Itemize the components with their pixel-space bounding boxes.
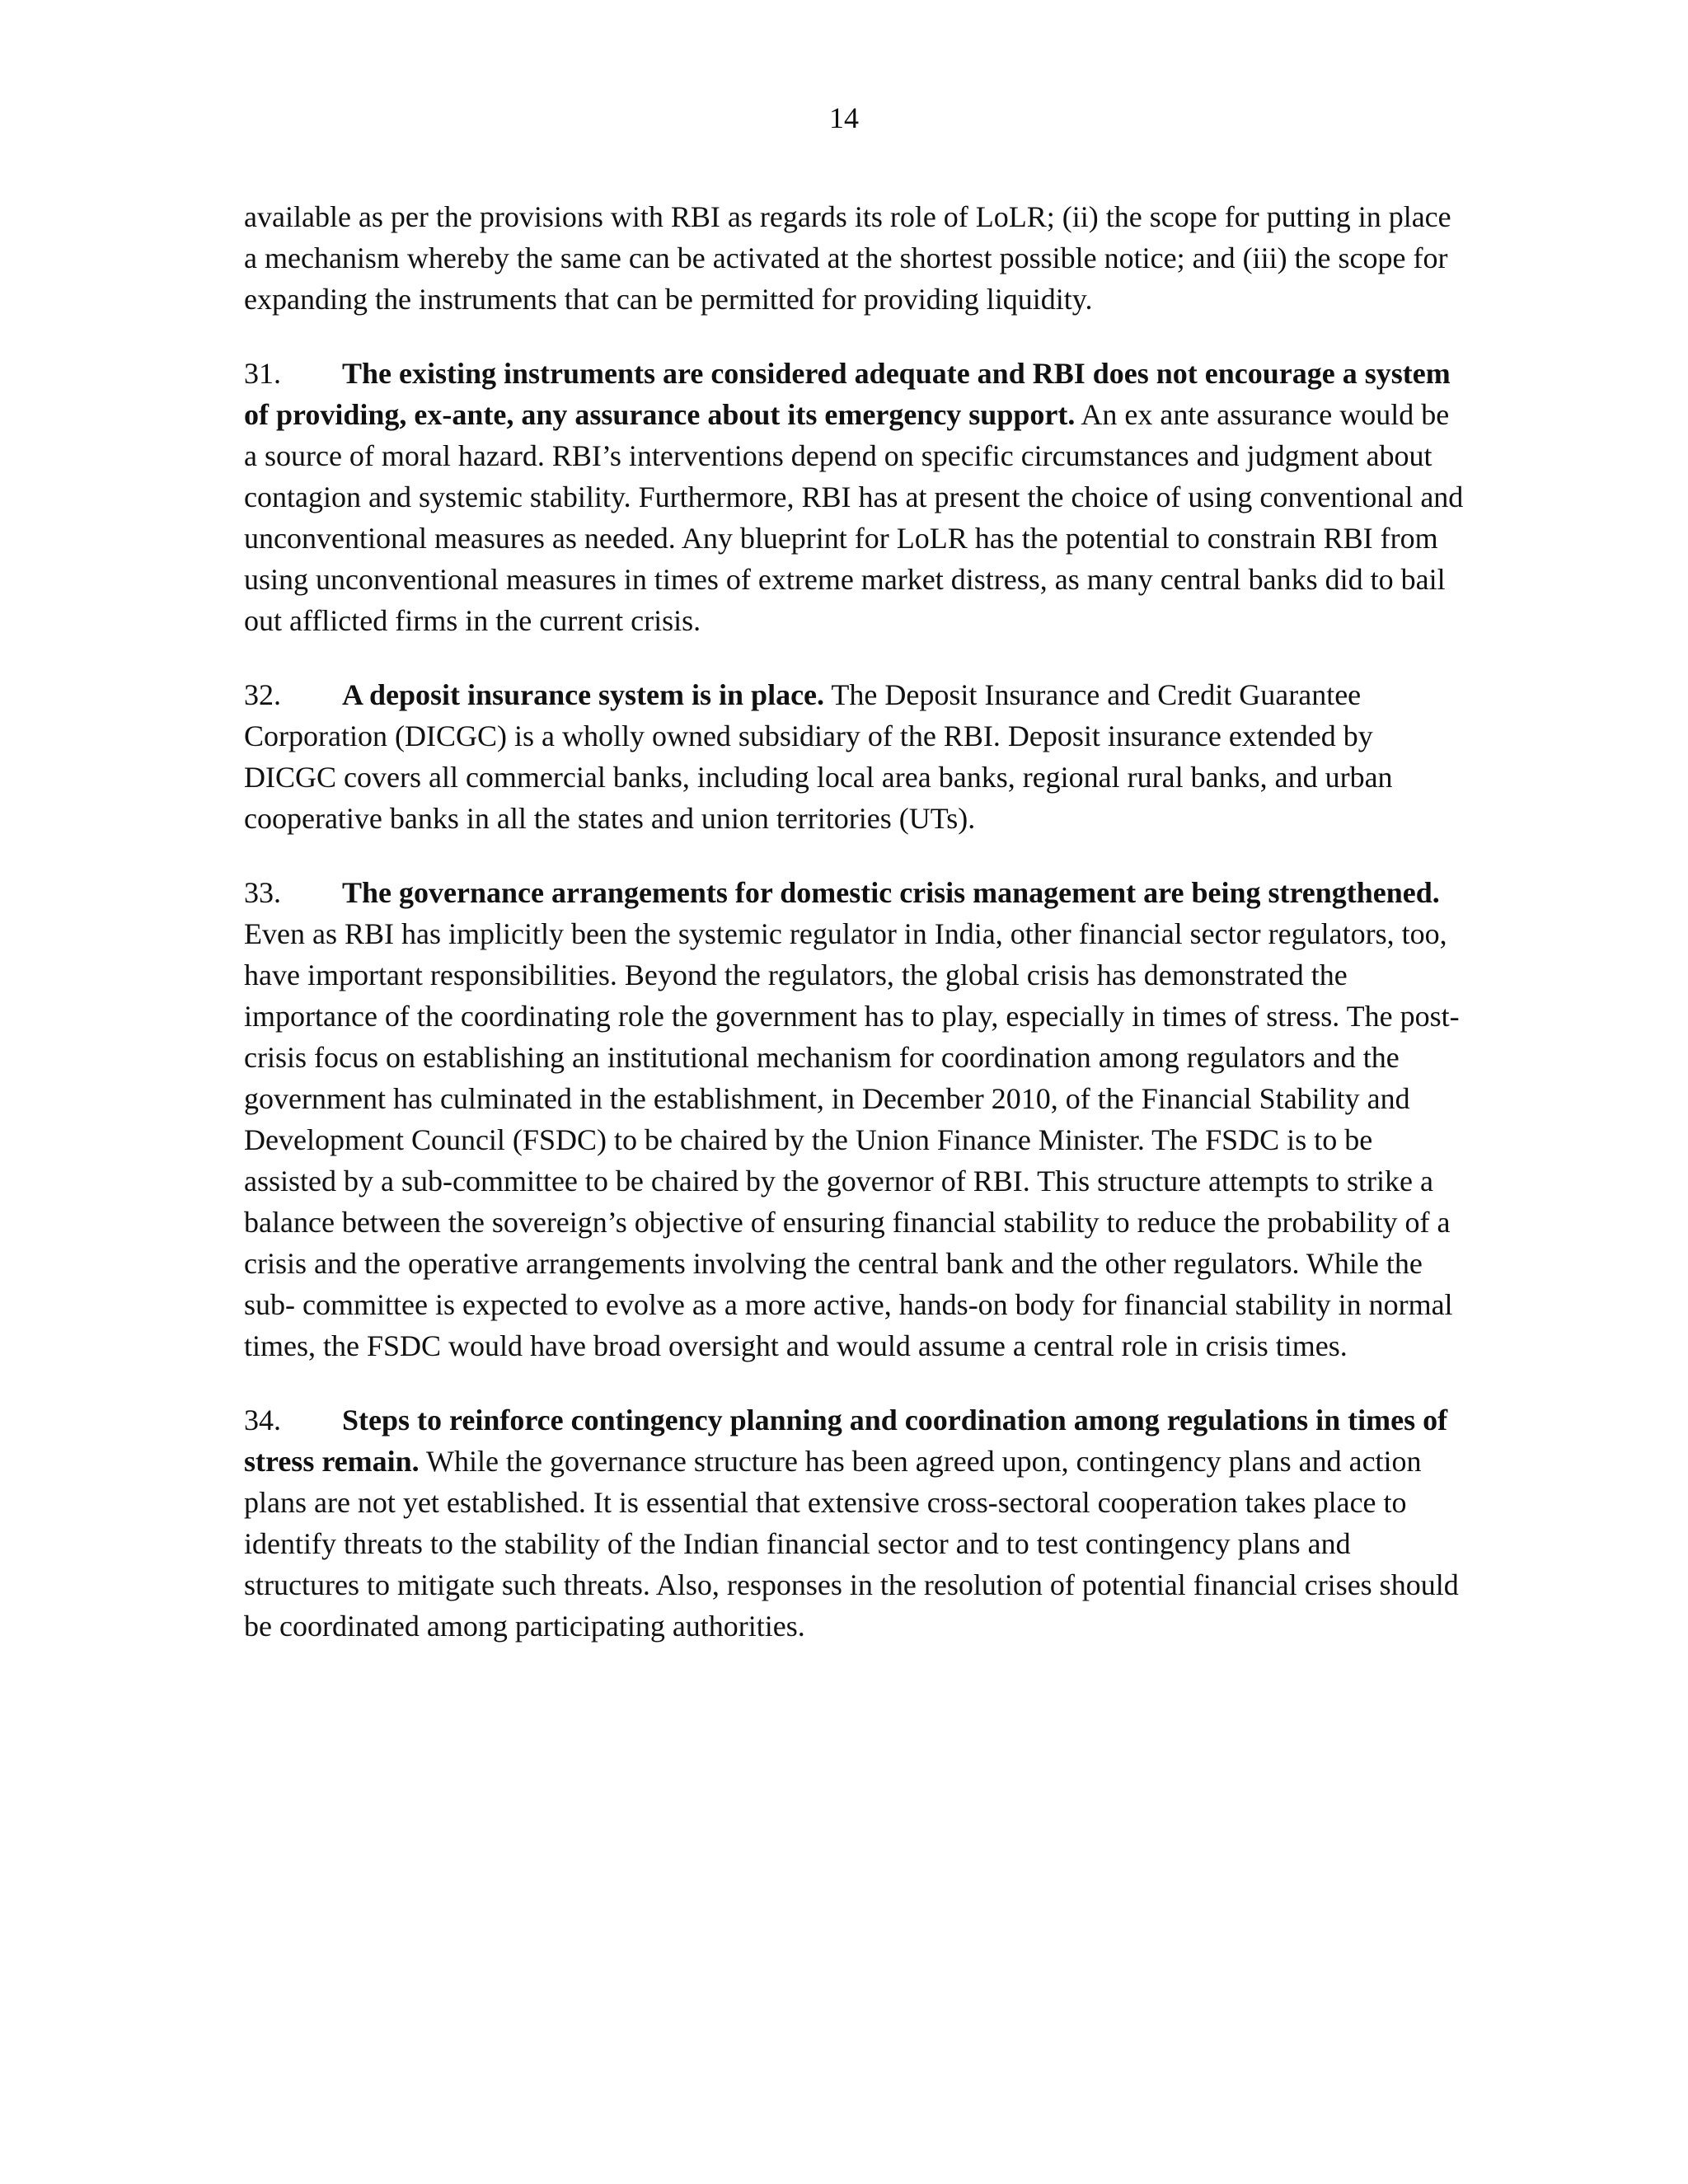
paragraph-lead: The existing instruments are considered adequate and RBI does not encourage a system of providing, ex-ante, any assurance about its emergency support. (244, 357, 1451, 431)
paragraph-number: 32. (244, 678, 281, 711)
paragraph-body: available as per the provisions with RBI as regards its role of LoLR; (ii) the scope for putting in place a mechanism whereby the same can be activated at the shortest possible notice; and (iii) the scope for expanding the instruments that can be permitted for providing liquidity. (244, 200, 1451, 316)
paragraph-32 (244, 674, 1467, 839)
document-body (244, 196, 1467, 1680)
paragraph-lead: Steps to reinforce contingency planning and coordination among regulations in times of stress remain. (244, 1404, 1448, 1478)
paragraph-number: 34. (244, 1404, 281, 1436)
paragraph-lead: A deposit insurance system is in place. (342, 678, 825, 711)
paragraph-33 (244, 872, 1467, 1366)
paragraph-body: While the governance structure has been agreed upon, contingency plans and action plans are not yet established. It is essential that extensive cross-sectoral cooperation takes place to identify threats to the stability of the Indian financial sector and to test contingency plans and structures to mitigate such threats. Also, responses in the resolution of potential financial crises should be coordinated among participating authorities. (244, 1445, 1459, 1643)
paragraph-body: An ex ante assurance would be a source of moral hazard. RBI’s interventions depend on specific circumstances and judgment about contagion and systemic stability. Furthermore, RBI has at present the choice of using conventional and unconventional measures as needed. Any blueprint for LoLR has the potential to constrain RBI from using unconventional measures in times of extreme market distress, as many central banks did to bail out afflicted firms in the current crisis. (244, 398, 1464, 637)
paragraph-31 (244, 353, 1467, 641)
page-number: 14 (829, 101, 859, 134)
paragraph-number: 33. (244, 876, 281, 909)
paragraph-continued (244, 196, 1467, 320)
paragraph-34 (244, 1399, 1467, 1647)
paragraph-body: The Deposit Insurance and Credit Guarantee Corporation (DICGC) is a wholly owned subsidiary of the RBI. Deposit insurance extended by DICGC covers all commercial banks, including local area banks, regional rural banks, and urban cooperative banks in all the states and union territories (UTs). (244, 678, 1393, 835)
paragraph-body: Even as RBI has implicitly been the systemic regulator in India, other financial sector regulators, too, have important responsibilities. Beyond the regulators, the global crisis has demonstrated the importance of the coordinating role the government has to play, especially in times of stress. The post-crisis focus on establishing an institutional mechanism for coordination among regulators and the government has culminated in the establishment, in December 2010, of the Financial Stability and Development Council (FSDC) to be chaired by the Union Finance Minister. The FSDC is to be assisted by a sub-committee to be chaired by the governor of RBI. This structure attempts to strike a balance between the sovereign’s objective of ensuring financial stability to reduce the probability of a crisis and the operative arrangements involving the central bank and the other regulators. While the sub- committee is expected to evolve as a more active, hands-on body for financial stability in normal times, the FSDC would have broad oversight and would assume a central role in crisis times. (244, 917, 1460, 1362)
paragraph-lead: The governance arrangements for domestic crisis management are being strengthened. (342, 876, 1440, 909)
paragraph-number: 31. (244, 357, 281, 390)
